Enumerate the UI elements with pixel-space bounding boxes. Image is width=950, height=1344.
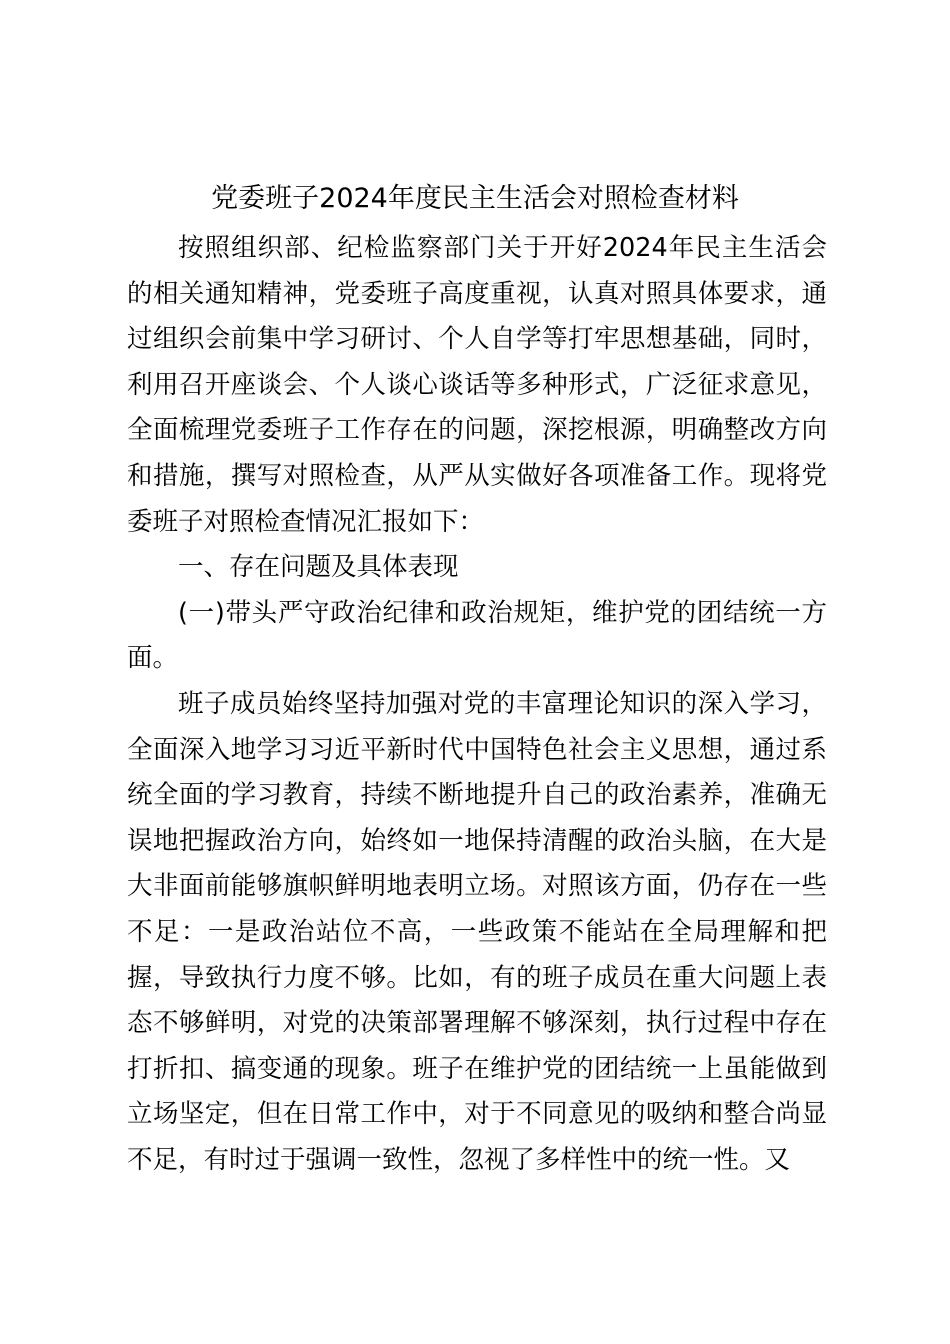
section-heading: 一、存在问题及具体表现	[178, 552, 459, 583]
paragraph-body: 班子成员始终坚持加强对党的丰富理论知识的深入学习，全面深入地学习习近平新时代中国特色社会主义思想，通过系统全面的学习教育，持续不断地提升自己的政治素养，准确无误地把握政治方向，始终如一地保持清醒的政治头脑，在大是大非面前能够旗帜鲜明地表明立场。对照该方面，仍存在一些不足：一是政治站位不高，一些政策不能站在全局理解和把握，导致执行力度不够。比如，有的班子成员在重大问题上表态不够鲜明，对党的决策部署理解不够深刻，执行过程中存在打折扣、搞变通的现象。班子在维护党的团结统一上虽能做到立场坚定，但在日常工作中，对于不同意见的吸纳和整合尚显不足，有时过于强调一致性，忽视了多样性中的统一性。又	[127, 688, 827, 1175]
paragraph-intro: 按照组织部、纪检监察部门关于开好2024年民主生活会的相关通知精神，党委班子高度重视，认真对照具体要求，通过组织会前集中学习研讨、个人自学等打牢思想基础，同时，利用召开座谈会、个人谈心谈话等多种形式，广泛征求意见，全面梳理党委班子工作存在的问题，深挖根源，明确整改方向和措施，撰写对照检查，从严从实做好各项准备工作。现将党委班子对照检查情况汇报如下：	[127, 233, 827, 537]
document-body	[127, 226, 827, 1183]
document-title: 党委班子2024年度民主生活会对照检查材料	[211, 183, 739, 214]
subsection-heading: (一)带头严守政治纪律和政治规矩，维护党的团结统一方面。	[127, 597, 827, 674]
